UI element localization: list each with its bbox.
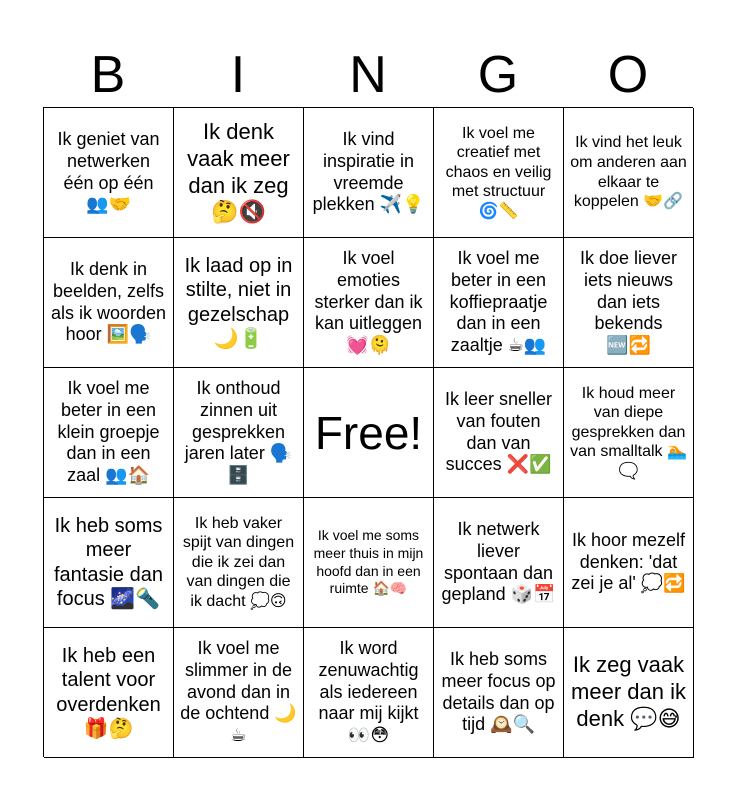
bingo-cell[interactable]: [434, 498, 564, 628]
bingo-cell-text: Ik heb vaker spijt van dingen die ik zei dan van dingen die ik dacht 💭🙃: [182, 514, 295, 610]
free-space-cell[interactable]: [304, 368, 434, 498]
bingo-cell-text: Ik laad op in stilte, niet in gezelschap 🌙🔋: [184, 254, 293, 350]
bingo-cell-text: Ik voel emoties sterker dan ik kan uitleggen 💓🫠: [314, 247, 423, 356]
header-letter-b: B: [90, 46, 126, 104]
bingo-cell-text: Ik geniet van netwerken één op één 👥🤝: [57, 128, 160, 215]
bingo-cell[interactable]: [304, 108, 434, 238]
bingo-cell-text: Ik voel me soms meer thuis in mijn hoofd dan in een ruimte 🏠🧠: [313, 526, 424, 597]
bingo-cell[interactable]: [304, 628, 434, 758]
bingo-cell-text: Ik zeg vaak meer dan ik denk 💬😅: [571, 652, 686, 731]
bingo-cell[interactable]: [564, 108, 694, 238]
bingo-cell-text: Ik houd meer van diepe gesprekken dan van smalltalk 🏊🗨️: [570, 384, 687, 480]
bingo-cell-text: Ik onthoud zinnen uit gesprekken jaren later 🗣️🗄️: [184, 377, 293, 486]
bingo-cell[interactable]: [564, 238, 694, 368]
bingo-cell[interactable]: [434, 108, 564, 238]
bingo-cell[interactable]: [564, 498, 694, 628]
bingo-cell-text: Ik word zenuwachtig als iedereen naar mij kijkt 👀😳: [318, 637, 419, 746]
bingo-cell[interactable]: [44, 498, 174, 628]
bingo-board: [43, 107, 693, 757]
bingo-cell-text: Ik vind het leuk om anderen aan elkaar te koppelen 🤝🔗: [570, 134, 687, 211]
bingo-cell-text: Ik voel me beter in een koffiepraatje dan in een zaaltje ☕👥: [449, 247, 548, 356]
bingo-header: [43, 44, 693, 106]
bingo-cell[interactable]: [174, 498, 304, 628]
bingo-cell-text: Ik voel me beter in een klein groepje dan in een zaal 👥🏠: [57, 377, 160, 486]
bingo-cell[interactable]: [174, 108, 304, 238]
bingo-cell[interactable]: [564, 628, 694, 758]
bingo-cell[interactable]: [174, 238, 304, 368]
bingo-cell-text: Ik heb soms meer fantasie dan focus 🌌🔦: [54, 514, 163, 610]
bingo-cell[interactable]: [304, 238, 434, 368]
bingo-cell-text: Ik denk vaak meer dan ik zeg 🤔🔇: [187, 118, 290, 225]
bingo-cell[interactable]: [174, 368, 304, 498]
bingo-cell-text: Ik leer sneller van fouten dan van succes ❌✅: [444, 388, 553, 475]
bingo-cell-text: Ik denk in beelden, zelfs als ik woorden hoor 🖼️🗣️: [50, 258, 167, 345]
bingo-cell[interactable]: [434, 368, 564, 498]
bingo-cell-text: Ik hoor mezelf denken: 'dat zei je al' 💭🔁: [571, 529, 686, 594]
bingo-cell[interactable]: [44, 238, 174, 368]
bingo-cell[interactable]: [174, 628, 304, 758]
bingo-cell-text: Ik doe liever iets nieuws dan iets bekends 🆕🔁: [579, 247, 678, 356]
bingo-cell[interactable]: [44, 108, 174, 238]
bingo-cell[interactable]: [564, 368, 694, 498]
bingo-cell-text: Ik heb soms meer focus op details dan op tijd 🕰️🔍: [441, 648, 556, 735]
header-letter-o: O: [607, 46, 649, 104]
bingo-cell[interactable]: [434, 628, 564, 758]
bingo-cell-text: Ik netwerk liever spontaan dan gepland 🎲📅: [441, 518, 556, 605]
free-space-label: Free!: [314, 406, 423, 459]
header-letter-g: G: [477, 46, 519, 104]
bingo-cell[interactable]: [44, 368, 174, 498]
bingo-cell-text: Ik vind inspiratie in vreemde plekken ✈️💡: [312, 128, 425, 215]
header-letter-n: N: [349, 46, 387, 104]
header-letter-i: I: [230, 46, 246, 104]
bingo-cell-text: Ik heb een talent voor overdenken 🎁🤔: [56, 644, 161, 740]
bingo-cell[interactable]: [44, 628, 174, 758]
bingo-cell-text: Ik voel me creatief met chaos en veilig met structuur 🌀📏: [445, 124, 552, 220]
bingo-cell-text: Ik voel me slimmer in de avond dan in de ochtend 🌙☕: [180, 637, 297, 746]
bingo-cell[interactable]: [434, 238, 564, 368]
bingo-cell[interactable]: [304, 498, 434, 628]
